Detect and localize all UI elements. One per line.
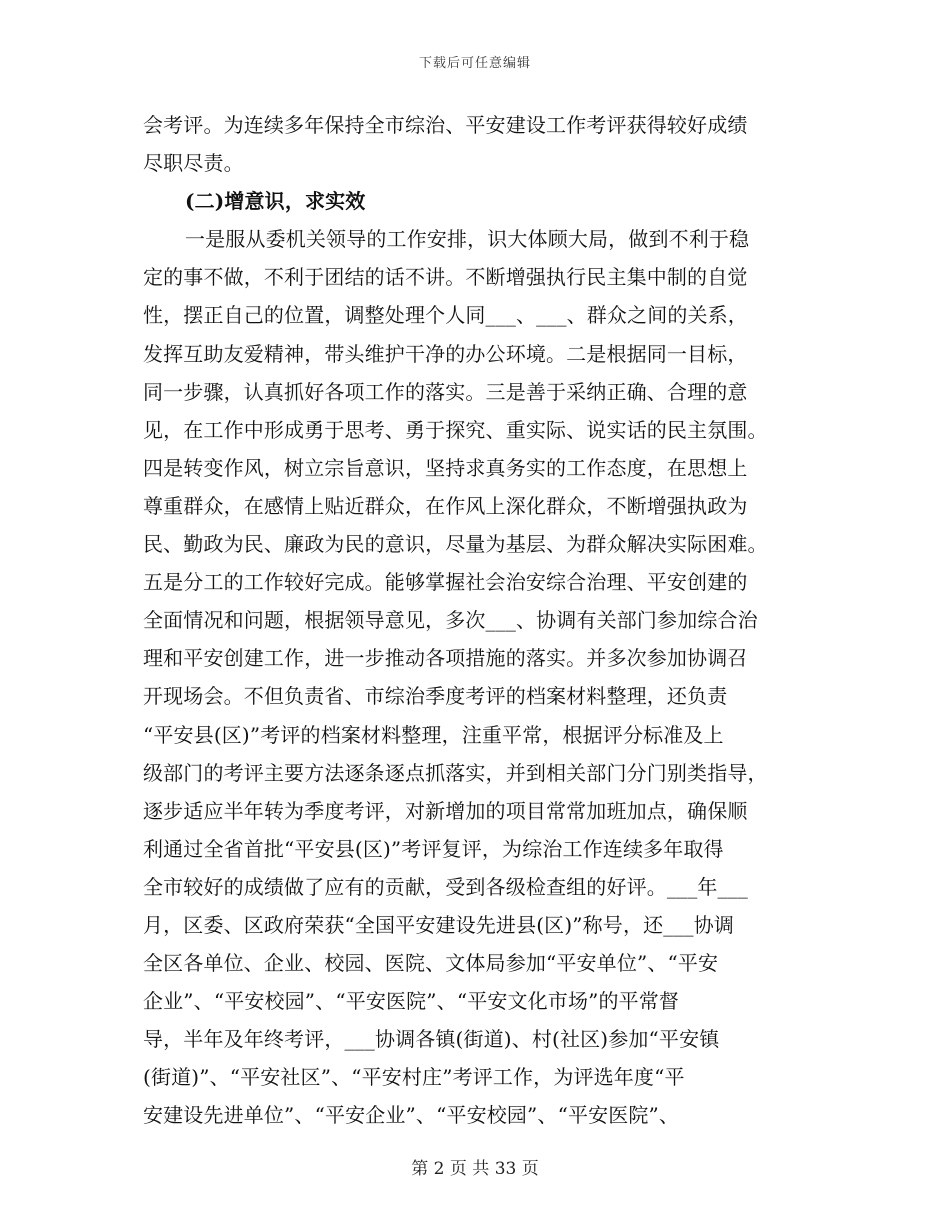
paragraph-line: 安建设先进单位”、“平安企业”、“平安校园”、“平安医院”、: [143, 1103, 680, 1128]
paragraph-line: 一是服从委机关领导的工作安排，识大体顾大局，做到不利于稳: [185, 227, 750, 252]
paragraph-line: 发挥互助友爱精神，带头维护干净的办公环境。二是根据同一目标，: [143, 341, 748, 366]
section-heading: (二)增意识，求实效: [185, 189, 366, 214]
paragraph-line: 会考评。为连续多年保持全市综治、平安建设工作考评获得较好成绩: [143, 113, 748, 137]
paragraph-line: 尽职尽责。: [143, 151, 244, 176]
paragraph-line: 五是分工的工作较好完成。能够掌握社会治安综合治理、平安创建的: [143, 570, 748, 595]
paragraph-line: 利通过全省首批“平安县(区)”考评复评，为综治工作连续多年取得: [143, 836, 724, 861]
paragraph-line: “平安县(区)”考评的档案材料整理，注重平常，根据评分标准及上: [143, 722, 724, 747]
paragraph-line: 导，半年及年终考评，___协调各镇(街道)、村(社区)参加“平安镇: [143, 1027, 720, 1052]
paragraph-line: 尊重群众，在感情上贴近群众，在作风上深化群众，不断增强执政为: [143, 493, 748, 518]
paragraph-line: 全市较好的成绩做了应有的贡献，受到各级检查组的好评。___年___: [143, 874, 748, 899]
paragraph-line: (街道)”、“平安社区”、“平安村庄”考评工作，为评选年度“平: [143, 1065, 685, 1090]
paragraph-line: 同一步骤，认真抓好各项工作的落实。三是善于采纳正确、合理的意: [143, 379, 748, 404]
paragraph-line: 性，摆正自己的位置，调整处理个人同___、___、群众之间的关系，: [143, 303, 748, 328]
paragraph-line: 开现场会。不但负责省、市综治季度考评的档案材料整理，还负责: [143, 684, 728, 709]
page-header: 下载后可任意编辑: [418, 56, 531, 71]
paragraph-line: 级部门的考评主要方法逐条逐点抓落实，并到相关部门分门别类指导，: [143, 760, 768, 785]
paragraph-line: 见，在工作中形成勇于思考、勇于探究、重实际、说实话的民主氛围。: [143, 417, 768, 442]
paragraph-line: 全区各单位、企业、校园、医院、文体局参加“平安单位”、“平安: [143, 951, 719, 976]
document-body: [143, 106, 823, 1135]
paragraph-line: 月，区委、区政府荣获“全国平安建设先进县(区)”称号，还___协调: [143, 912, 735, 937]
paragraph-line: 理和平安创建工作，进一步推动各项措施的落实。并多次参加协调召: [143, 646, 748, 671]
paragraph-line: 定的事不做，不利于团结的话不讲。不断增强执行民主集中制的自觉: [143, 265, 748, 290]
paragraph-line: 民、勤政为民、廉政为民的意识，尽量为基层、为群众解决实际困难。: [143, 532, 768, 557]
paragraph-line: 企业”、“平安校园”、“平安医院”、“平安文化市场”的平常督: [143, 989, 680, 1014]
paragraph-line: 全面情况和问题，根据领导意见，多次___、协调有关部门参加综合治: [143, 608, 758, 633]
paragraph-line: 逐步适应半年转为季度考评，对新增加的项目常常加班加点，确保顺: [143, 798, 748, 823]
paragraph-line: 四是转变作风，树立宗旨意识，坚持求真务实的工作态度，在思想上: [143, 455, 748, 480]
page-number: 第 2 页 共 33 页: [411, 1159, 539, 1179]
